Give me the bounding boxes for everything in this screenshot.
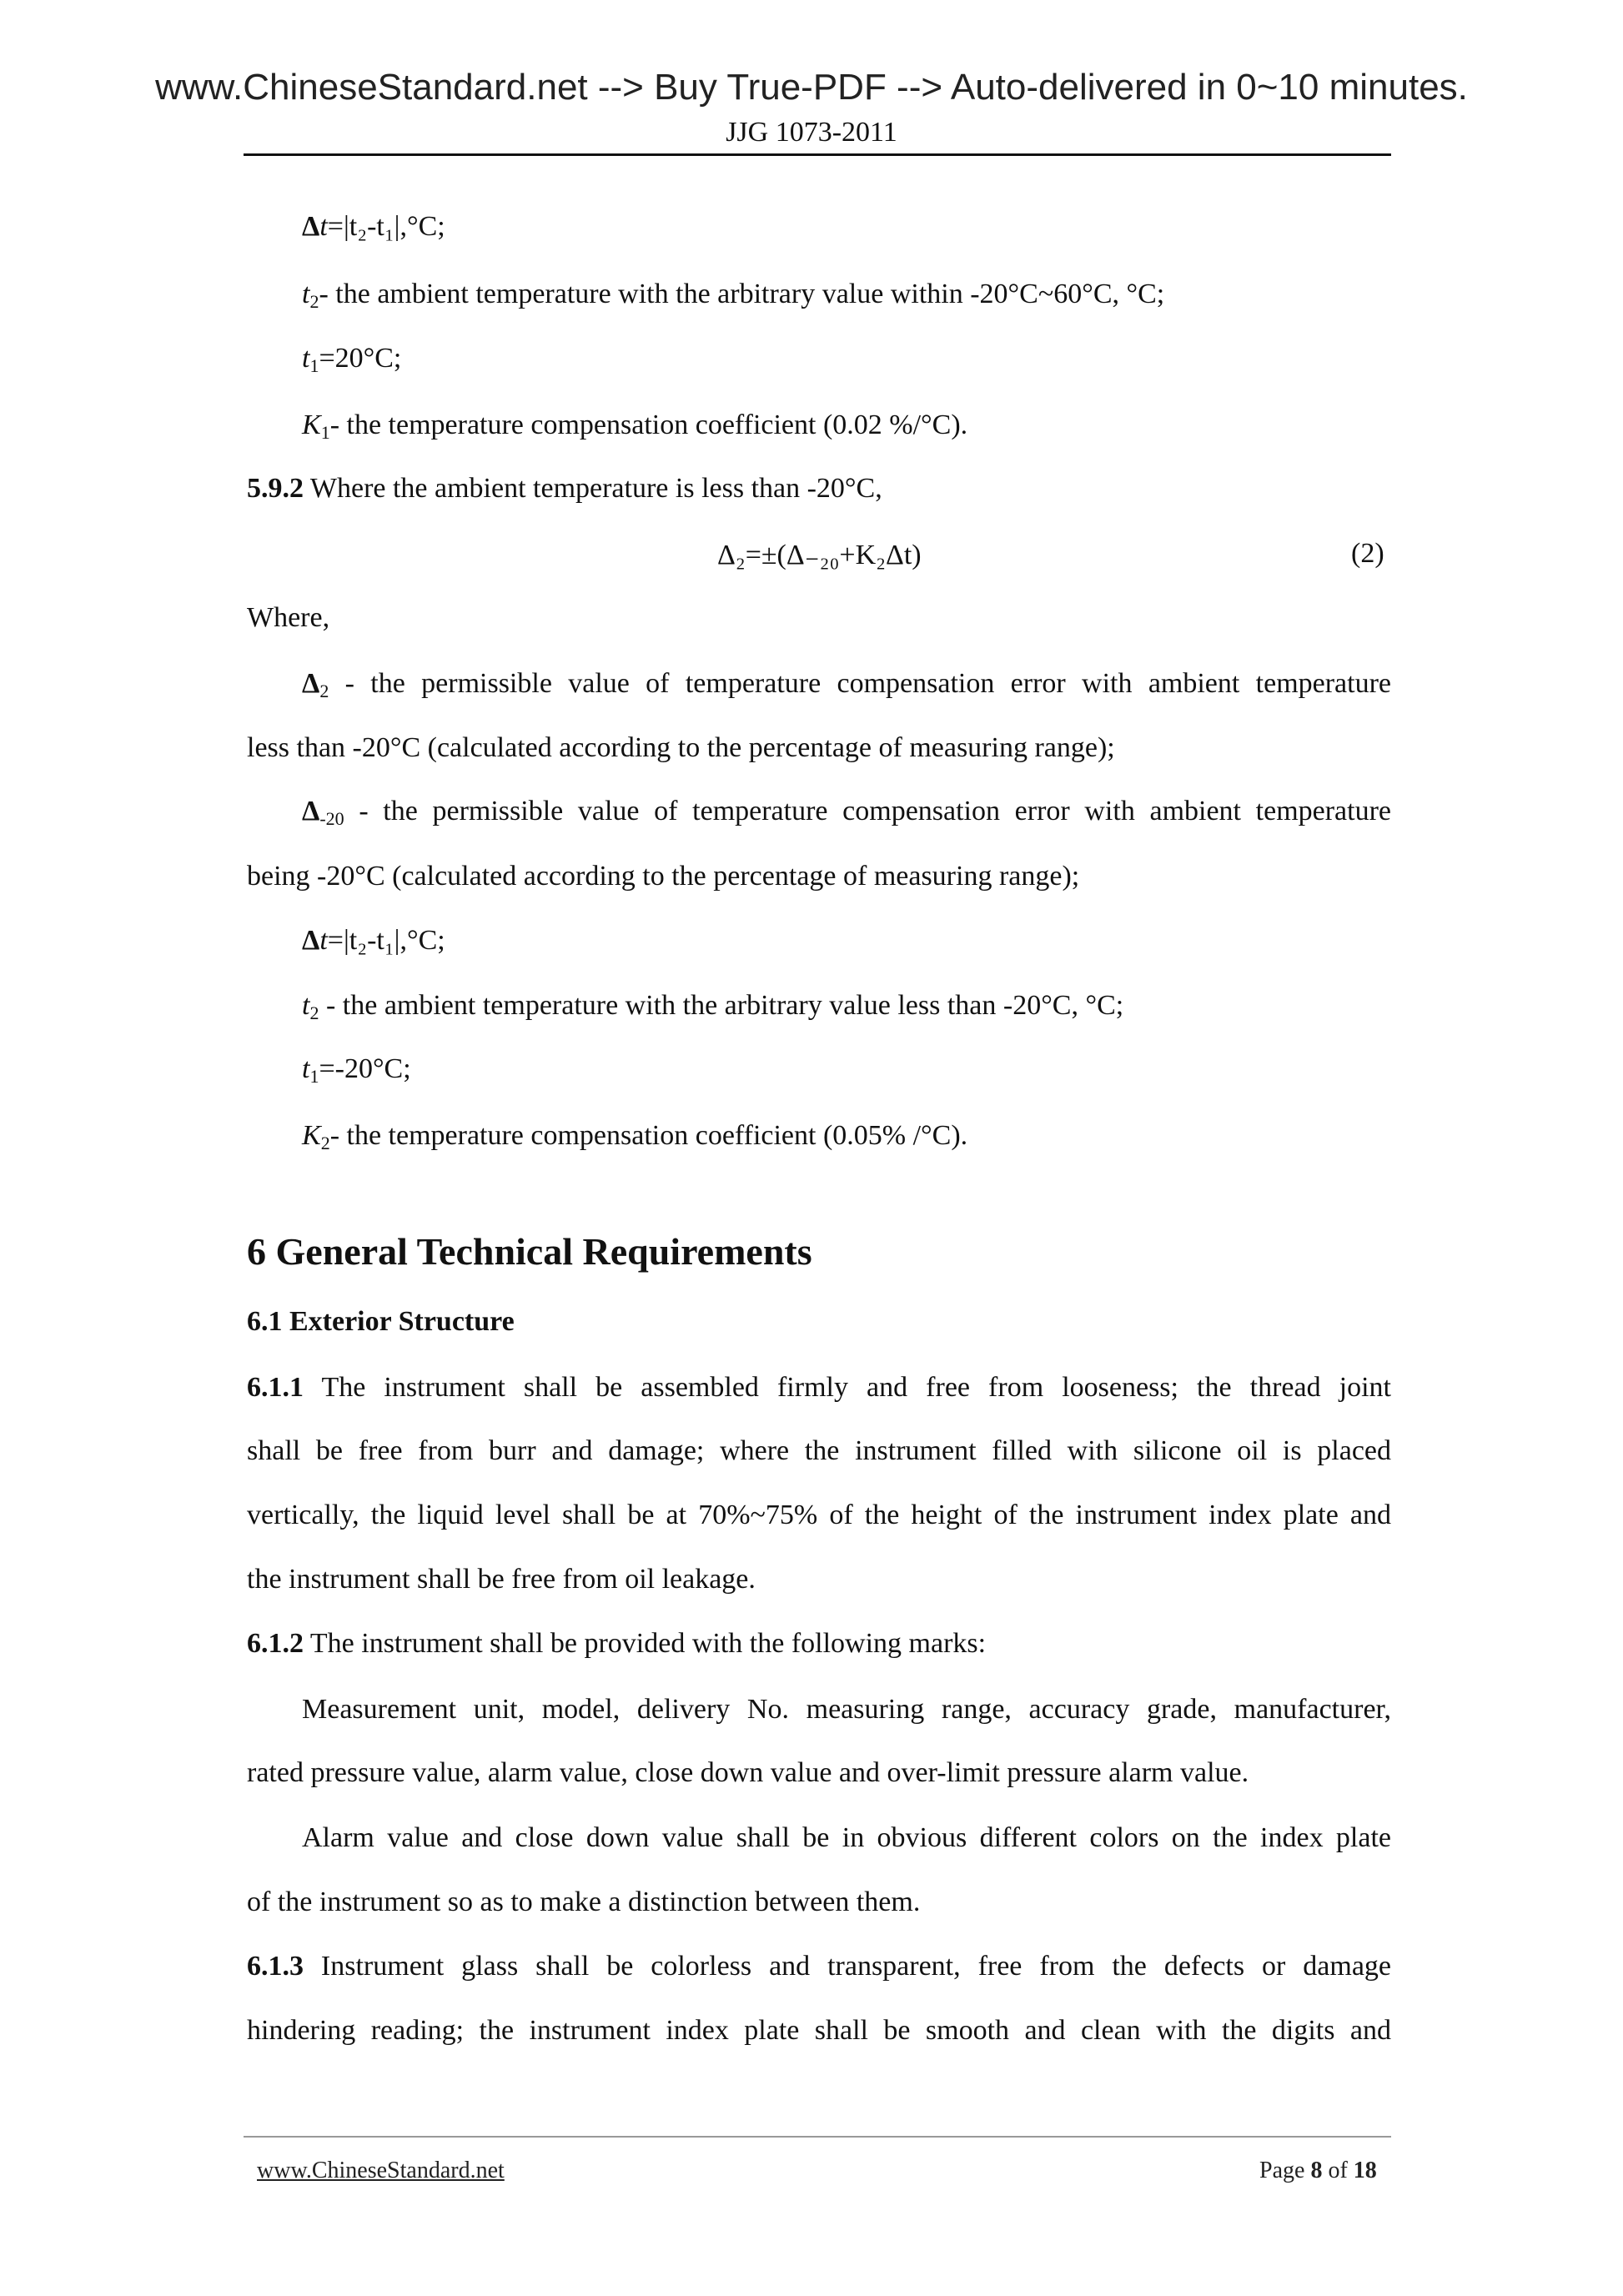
t1-definition-1: $t_1=20^\circ C$; [302, 343, 402, 376]
page-number: Page 8 of 18 [1259, 2158, 1377, 2183]
marks-line-2: rated pressure value, alarm value, close down value and over-limit pressure alarm value. [247, 1757, 1249, 1788]
promo-banner: www.ChineseStandard.net --> Buy True-PDF --> Auto-delivered in 0~10 minutes. [155, 67, 1468, 108]
formula-number: (2) [1351, 538, 1384, 569]
delta2-definition-line-2: less than -20°C (calculated according to the percentage of measuring range); [247, 732, 1115, 763]
delta-t-definition-2: Δt=|t₂-t₁|,°C; [302, 925, 445, 956]
t2-definition-2: $t_2$ - the ambient temperature with the arbitrary value less than -20°C, °C; [302, 990, 1124, 1023]
delta-t-definition-1: Δt=|t₂-t₁|,°C; [302, 211, 445, 242]
alarm-line-1: Alarm value and close down value shall be in obvious different colors on the index plate [302, 1822, 1391, 1853]
section-6-heading: 6 General Technical Requirements [247, 1230, 812, 1273]
delta-20-definition-line-2: being -20°C (calculated according to the percentage of measuring range); [247, 861, 1080, 892]
section-6-1-heading: 6.1 Exterior Structure [247, 1306, 515, 1337]
clause-5-9-2: 5.9.2 Where the ambient temperature is less than -20°C, [247, 473, 882, 504]
header-rule [244, 153, 1391, 156]
clause-6-1-1-line-1: 6.1.1 The instrument shall be assembled firmly and free from looseness; the thread joint [247, 1372, 1391, 1403]
footer-rule [244, 2136, 1391, 2138]
t1-definition-2: $t_1=-20^\circ C$; [302, 1053, 411, 1087]
clause-6-1-3-line-1: 6.1.3 Instrument glass shall be colorless and transparent, free from the defects or damage [247, 1951, 1391, 1982]
document-code: JJG 1073-2011 [726, 117, 897, 148]
formula-2: Δ₂=±(Δ₋₂₀+K₂Δt) [717, 540, 922, 570]
k2-definition: $K_2-$ the temperature compensation coefficient (0.05% /°C). [302, 1120, 968, 1153]
marks-line-1: Measurement unit, model, delivery No. measuring range, accuracy grade, manufacturer, [302, 1694, 1391, 1725]
delta2-definition-line-1: $\Delta_2$ - the permissible value of temperature compensation error with ambient temperature [302, 668, 1392, 701]
alarm-line-2: of the instrument so as to make a distinction between them. [247, 1887, 921, 1917]
delta-20-definition-line-1: $\Delta_{-20}$ - the permissible value of temperature compensation error with ambient temperature [302, 796, 1391, 829]
clause-6-1-1-line-3: vertically, the liquid level shall be at 70%~75% of the height of the instrument index plate and [247, 1500, 1391, 1530]
k1-definition: $K_1-$ the temperature compensation coefficient (0.02 %/°C). [302, 409, 968, 443]
clause-6-1-3-line-2: hindering reading; the instrument index plate shall be smooth and clean with the digits and [247, 2015, 1391, 2046]
clause-6-1-1-line-2: shall be free from burr and damage; where the instrument filled with silicone oil is placed [247, 1435, 1391, 1466]
clause-6-1-1-line-4: the instrument shall be free from oil leakage. [247, 1564, 756, 1595]
clause-6-1-2: 6.1.2 The instrument shall be provided with the following marks: [247, 1628, 987, 1659]
footer-website-link[interactable]: www.ChineseStandard.net [257, 2158, 505, 2183]
where-label: Where, [247, 602, 330, 633]
t2-definition-1: $t_2-$ the ambient temperature with the arbitrary value within -20°C~60°C, °C; [302, 279, 1165, 312]
